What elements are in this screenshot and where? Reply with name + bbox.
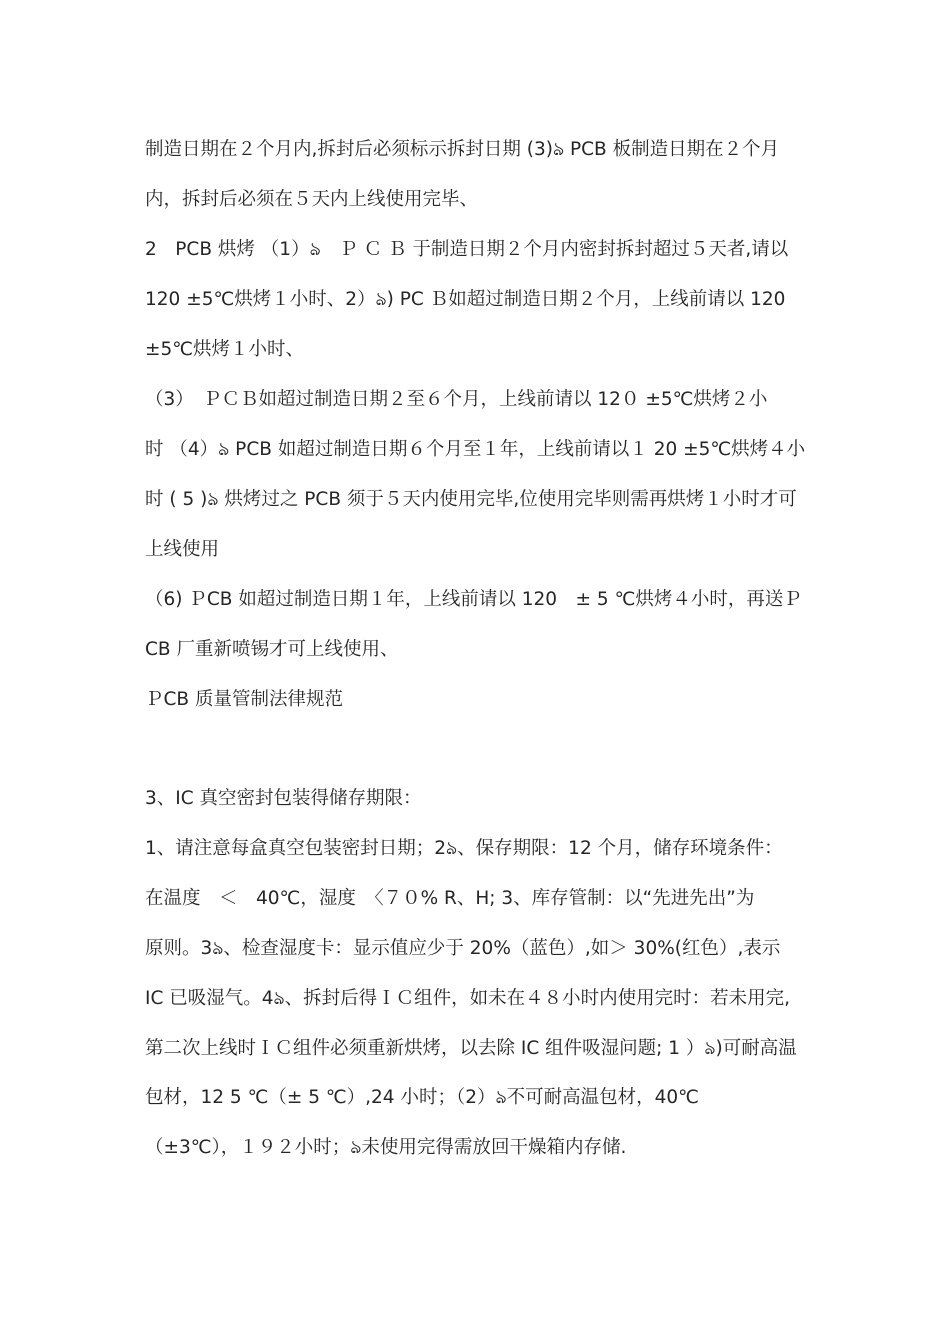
text-line: IC 已吸湿气。4ঌ、拆封后得ＩＣ组件，如未在４８小时内使用完时：若未用完, <box>145 988 791 1009</box>
text-line: 120 ±5℃烘烤１小时、2）ঌ) PC Ｂ如超过制造日期２个月，上线前请以 120 <box>145 289 786 310</box>
text-line: 制造日期在２个月内,拆封后必须标示拆封日期 (3)ঌ PCB 板制造日期在２个月 <box>145 139 780 160</box>
text-line: （3） ＰＣＢ如超过制造日期２至６个月，上线前请以 12０ ±5℃烘烤２小 <box>145 389 768 410</box>
text-line: 上线使用 <box>145 539 220 560</box>
text-line: 时 ( 5 )ঌ 烘烤过之 PCB 须于５天内使用完毕,位使用完毕则需再烘烤１小时才可 <box>145 489 797 510</box>
text-line: （±3℃），１９２小时；ঌ未使用完得需放回干燥箱内存储. <box>145 1137 627 1158</box>
text-line: 包材，12 5 ℃（± 5 ℃）,24 小时；（2）ঌ不可耐高温包材，40℃ <box>145 1087 699 1108</box>
text-line: 时 （4）ঌ PCB 如超过制造日期６个月至１年，上线前请以１ 20 ±5℃烘烤４小 <box>145 439 806 460</box>
text-line: 在温度 ＜ 40℃，湿度 〈７０% R、H; 3、库存管制：以“先进先出”为 <box>145 888 755 909</box>
text-line: 内，拆封后必须在５天内上线使用完毕、 <box>145 189 479 210</box>
section-heading: ＰCB 质量管制法律规范 <box>145 689 343 710</box>
section-heading: 3、IC 真空密封包装得储存期限： <box>145 788 422 809</box>
text-line: ±5℃烘烤１小时、 <box>145 339 305 360</box>
text-line: 原则。3ঌ、检查湿度卡：显示值应少于 20%（蓝色）,如＞ 30%(红色）,表示 <box>145 938 781 959</box>
text-line: 第二次上线时ＩＣ组件必须重新烘烤，以去除 IC 组件吸湿问题; 1 ）ঌ)可耐高温 <box>145 1038 797 1059</box>
text-line: 2 PCB 烘烤 （1）ঌ Ｐ Ｃ Ｂ 于制造日期２个月内密封拆封超过５天者,请以 <box>145 239 789 260</box>
text-line: （6) ＰCB 如超过制造日期１年，上线前请以 120 ± 5 ℃烘烤４小时，再送Ｐ <box>145 589 802 610</box>
text-line: CB 厂重新喷锡才可上线使用、 <box>145 639 399 660</box>
text-line: 1、请注意每盒真空包装密封日期；2ঌ、保存期限：12 个月，储存环境条件： <box>145 838 783 859</box>
